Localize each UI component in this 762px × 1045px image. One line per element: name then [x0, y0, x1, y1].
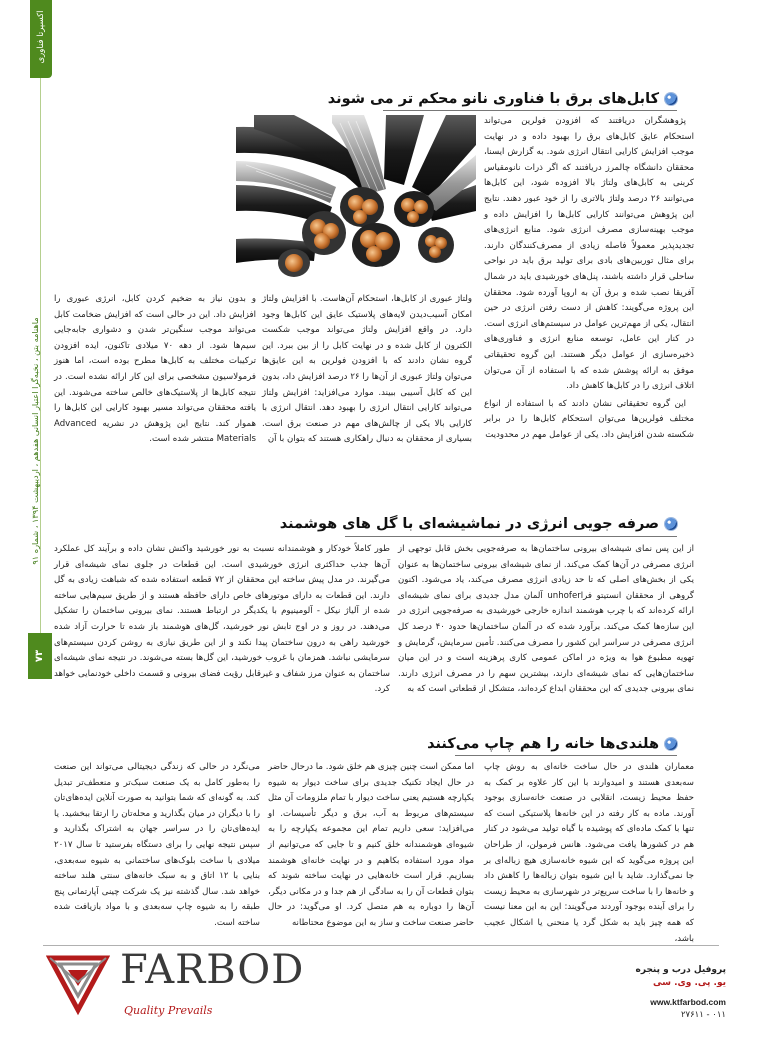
article1-heading — [328, 88, 677, 110]
article3-right-column: معماران هلندی در حال ساخت خانه‌ای به روش چاپ سه‌بعدی هستند و امیدوارند با این کار علاوه بر کمک به حفظ محیط زیست، انقلابی در صنعت خانه‌سازی بوجود آورند. ماده به کار رفته در این خانه‌ها پلاستیکی است که تنها با کمک ماده‌ای که پوشیده با گیاه تولید می‌شود در کنار هم در کشورها یافت می‌شود. هانس فرمولن، از طراحان این پروژه می‌گوید که این شیوه خانه‌سازی هیچ زباله‌ای بر جا نمی‌گذارد. شاید با این شیوه بتوان زباله‌ها را کاهش داد و خانه‌ها را با ساخت سریع‌تر در شهرسازی به محیط زیست را برای آینده بوجود آوردند می‌گویند: این به این معنا نیست که همه چیز باید به شکل گرد یا منحنی یا اشکال عجیب باشد، — [484, 762, 694, 944]
article3-left-column: می‌نگرد در حالی که زندگی دیجیتالی می‌تواند این صنعت را به‌طور کامل به یک صنعت سبک‌تر و منعطف‌تر تبدیل کند. به گونه‌ای که شما بتوانید به صورت آنلاین ایده‌های‌تان را با دیگران در میان بگذارید و محله‌تان را ارتقا ببخشید. یا ایده‌های‌تان را در سراسر جهان به اشتراک بگذارید و سپس نتیجه نهایی را برای دستگاه بفرستید تا سال ۲۰۱۷ میلادی با ساخت بلوک‌های ساختمانی به شیوه سه‌بعدی، بنایی با ۱۲ اتاق و به سبک خانه‌های سنتی هلند ساخته خواهد شد. سال گذشته نیز یک شرکت چینی آپارتمانی پنج طبقه را به شیوه چاپ سه‌بعدی و با مواد بازیافت شده ساخته است. — [54, 762, 260, 928]
article1-paragraph-2: این گروه تحقیقاتی نشان دادند که با استفاده از انواع مختلف فولرین‌ها می‌توان استحکام کابل‌ها را در برابر شکسته شدن افزایش داد. یکی از عوامل مهم در محدودیت — [484, 398, 694, 440]
article2-title-underline — [345, 536, 677, 537]
issue-info: ماهنامه بتن ، نخبه‌گرا اعتبار انسانی هفدهم ، اردیبهشت ۱۳۹۴ ، شماره ۹۱ — [30, 317, 40, 565]
article2-right-column: از این پس نمای شیشه‌ای بیرونی ساختمان‌ها به صرفه‌جویی بخش قابل توجهی از انرژی مصرفی در آن‌ها کمک می‌کند. از نمای شیشه‌ای بیرونی ساختمان‌ها به عنوان یکی از بخش‌های اصلی که تا حد زیادی انرژی مصرف می‌کند، یاد می‌شود. اکنون گروهی از محققان انستیتو فراunhofer آلمان مدل جدیدی برای نمای شیشه‌ای ارائه کرده‌اند که با چرب هوشمند اندازه خارجی خورشیدی به صرفه‌جویی انرژی در این سازه‌ها کمک می‌کند. برآورد شده که در آلمان ساختمان‌ها حدود ۴۰ درصد کل انرژی مصرفی در سراسر این کشور را مصرف می‌کنند. تأمین سرمایش، گرمایش و تهویه مطبوع هوا به ویژه در اماکن عمومی کاری پرهزینه است و در این میان ساختمان‌هایی که نمای شیشه‌ای دارند، بیشترین سهم را در مصرف انرژی دارند. نمای بیرونی جدیدی که این محققان ابداع کرده‌اند، متشکل از قطعاتی است که به — [398, 544, 695, 695]
article3-middle-column: اما ممکن است چنین چیزی هم خلق شود. ما درحال حاضر در حال ایجاد تکنیک جدیدی برای ساخت دیوار به شیوه یکپارچه هستیم یعنی ساخت دیوار با تمام ملزومات آن مثل سیستم‌های مربوط به آب، برق و دیگر تأسیسات. او می‌افزاید: سعی داریم تمام این مجموعه یکپارچه را به شیوه‌ای هوشمندانه خلق کنیم و تا جایی که می‌توانیم از مواد مورد استفاده بکاهیم و در نهایت خانه‌ای هوشمند بسازیم. قرار است خانه‌هایی در نهایت ساخته شوند که بتوان قطعات آن را به سادگی از هم جدا و در مکانی دیگر، آن‌ها را دوباره به هم متصل کرد. او می‌گوید: در حال حاضر صنعت ساخت و ساز به این موضوع محتاطانه — [268, 762, 474, 928]
article1-middle-column: ولتاژ عبوری از کابل‌ها، استحکام آن‌هاست. با افزایش ولتاژ امکان آسیب‌دیدن لایه‌های پلاستیک عایق این کابل‌ها وجود دارد. در واقع افزایش ولتاژ می‌تواند موجب شکست الکترون از کابل شده و در نهایت کابل را از بین ببرد. این گروه نشان دادند که با افزودن فولرین به این عایق‌ها می‌توان ولتاژ عبوری از آن‌ها را ۲۶ درصد افزایش داد، بدون این که کابل آسیبی ببیند. موارد می‌افزاید: افزایش ولتاژ می‌تواند کارایی انتقال انرژی را بهبود دهد. انتقال انرژی با کارایی بالا یکی از چالش‌های مهم در صنعت برق است. بسیاری از محققان به دنبال راهکاری هستند که بتوان با آن — [262, 294, 472, 445]
farbod-logo-icon — [46, 952, 110, 1016]
article1-title-underline — [383, 110, 677, 111]
brand-name: FARBOD — [120, 947, 305, 993]
brand-tagline: Quality Prevails — [124, 1004, 213, 1017]
product-line: پروفیل درب و پنجره — [635, 965, 726, 975]
globe-bullet-icon — [665, 738, 677, 750]
article1-paragraph-1: پژوهشگران دریافتند که افزودن فولرین می‌تواند استحکام عایق کابل‌های برق را بهبود داده و در نهایت موجب افزایش کارایی انتقال انرژی شود. به گزارش ایسنا، محققان دانشگاه چالمرز دریافتند که اگر ذرات نانومقیاس کربنی به کابل‌های ولتاژ بالا افزوده شود، این کابل‌ها می‌توانند ۲۶ درصد ولتاژ بالاتری را از خود عبور دهند. نتایج این پژوهش می‌توانند کارایی کابل‌ها را افزایش داده و موجب بهینه‌سازی مصرف انرژی شود. منابع انرژی‌های تجدیدپذیر معمولاً فاصله زیادی از مصرف‌کنندگان دارند. برای مثال توربین‌های بادی برای تولید برق باید در نواحی ساحلی قرار داشته باشند، پنل‌های خورشیدی باید در شمال آفریقا نصب شده و برق آن به اروپا آورده شود. محققان این پروژه می‌گویند: کاهش از دست رفتن انرژی در حین انتقال، یکی از مهم‌ترین عوامل در سیستم‌های انرژی است. در کنار این عامل، توسعه منابع انرژی و فناوری‌های ذخیره‌سازی از عوامل دیگر هستند. این گروه تحقیقاتی موفق به ارائه پوشش شده که با استفاده از آن می‌توان اتلاف انرژی را در کابل‌ها کاهش داد. — [484, 116, 694, 392]
footer-contact — [596, 964, 726, 1022]
article1-title: کابل‌های برق با فناوری نانو محکم تر می شوند — [327, 91, 659, 107]
page-number: ۷۳ — [34, 649, 45, 663]
product-materials: یو. پی. وی. سی — [653, 978, 726, 988]
cables-image — [236, 115, 476, 285]
article3-title-underline — [455, 755, 677, 756]
article3-heading — [427, 733, 677, 755]
article3-title: هلندی‌ها خانه را هم چاپ می‌کنند — [427, 736, 659, 752]
footer-divider — [43, 945, 719, 946]
article1-left-column: و بدون نیاز به ضخیم کردن کابل، انرژی عبوری را افزایش داد. این در حالی است که افزایش ضخامت کابل می‌تواند موجب سنگین‌تر شدن و دشواری جابه‌جایی سیم‌ها شود. از دهه ۷۰ میلادی تاکنون، ایده افزودن ترکیبات مختلف به کابل‌ها مطرح بوده است، اما هنوز فرمولاسیون مشخصی برای این کار ارائه نشده است. در نتیجه کابل‌ها از پلاستیک‌های خالص ساخته می‌شوند. این یافته محققان می‌تواند مسیر بهبود کارایی این کابل‌ها را هموار کند. نتایج این پژوهش در نشریه Advanced Materials منتشر شده است. — [54, 294, 256, 445]
phone-number: ۰۱۱ - ۲۷۶۱۱ — [680, 1010, 726, 1020]
article2-left-column: طور کاملاً خودکار و هوشمندانه نسبت به نور خورشید واکنش نشان داده و برآیند کل عملکرد آن‌ها جذب حداکثری انرژی خورشیدی است. این قطعات در جلوی نمای شیشه‌ای قرار می‌گیرند. در مدل پیش ساخته این محققان از ۷۲ قطعه استفاده شده که شباهت زیادی به گل دارند. این قطعات به دارای موتورهای خاص دارای حافظه هستند و از طریق سیم‌هایی ساخته شده از آلیاژ نیکل - آلومینیوم با یکدیگر در ارتباط هستند. نمای بیرونی ساختمان را تشکیل می‌دهند. در روز و در اوج تابش نور خورشید، گل‌های هوشمند باز شده تا حرارت آزاد شده خورشید راهی به درون ساختمان پیدا نکند و از این طریق نیازی به روشن کردن سیستم‌های سرمایشی نباشد. همزمان با غروب خورشید، این گل‌ها بسته می‌شوند. در نتیجه نمای شیشه‌ای ساختمان به عنوان مرز شفاف و غیرقابل رؤیت فضای بیرونی و قسمت داخلی خودنمایی خواهد کرد. — [54, 544, 390, 695]
globe-bullet-icon — [665, 518, 677, 530]
article2-heading — [280, 513, 677, 535]
globe-bullet-icon — [665, 93, 677, 105]
website-link[interactable]: www.ktfarbod.com — [650, 997, 726, 1007]
section-tab-label: اکسپرتا فناوری — [36, 10, 46, 64]
article2-title: صرفه جویی انرژی در نماشیشه‌ای با گل های هوشمند — [279, 516, 659, 532]
article1-right-column — [484, 114, 694, 445]
